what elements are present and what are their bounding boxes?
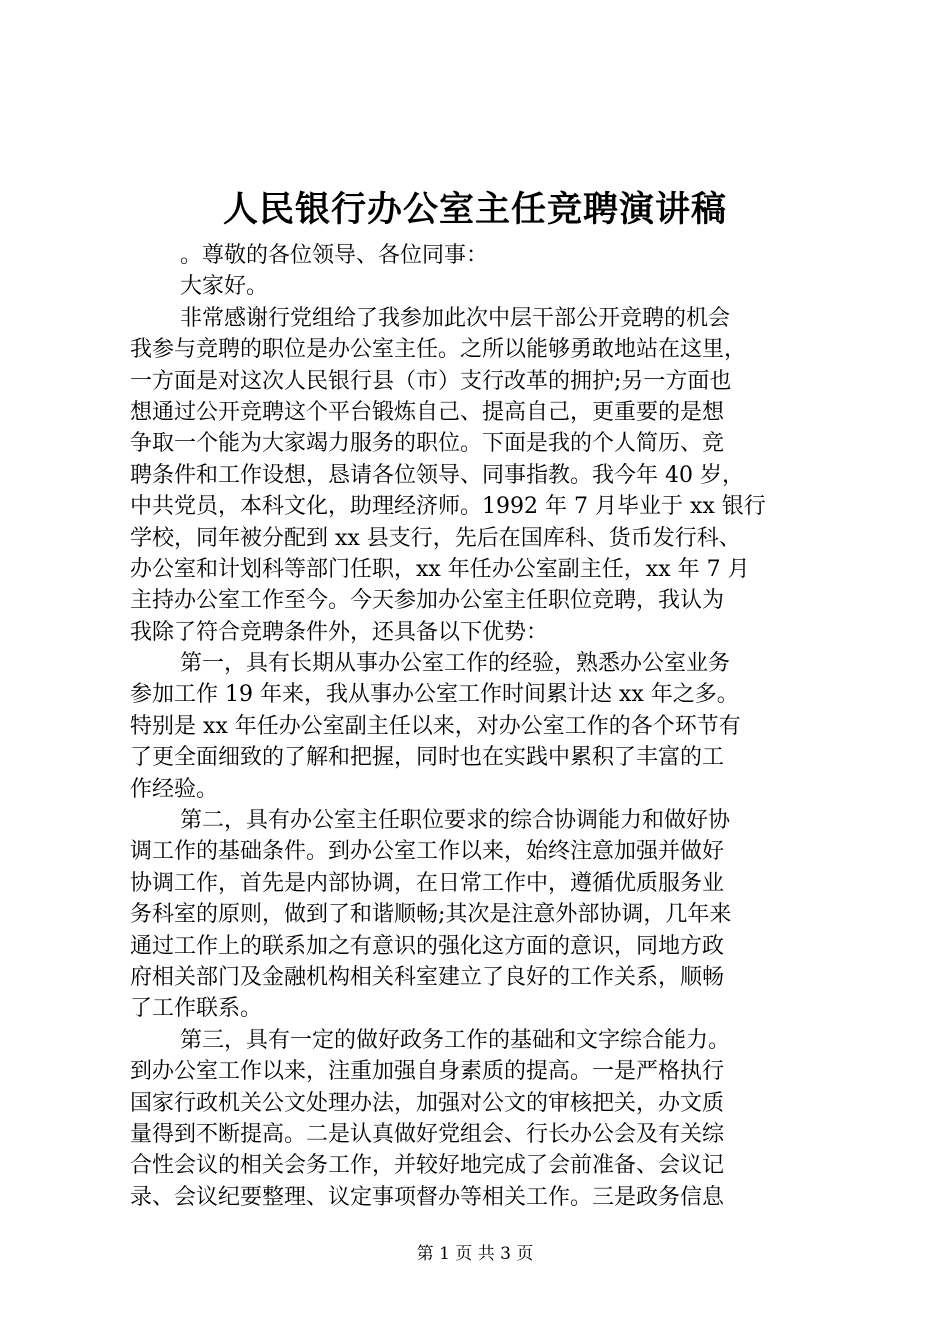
body-line: 非常感谢行党组给了我参加此次中层干部公开竞聘的机会 — [180, 305, 731, 331]
body-line: 录、会议纪要整理、议定事项督办等相关工作。三是政务信息 — [130, 1184, 725, 1210]
body-line: 聘条件和工作设想，恳请各位领导、同事指教。我今年 40 岁， — [130, 462, 744, 488]
body-line: 作经验。 — [130, 776, 219, 802]
body-line: 。尊敬的各位领导、各位同事： — [180, 243, 489, 268]
body-line: 国家行政机关公文处理办法，加强对公文的审核把关，办文质 — [130, 1090, 725, 1116]
body-line: 特别是 xx 年任办公室副主任以来，对办公室工作的各个环节有 — [130, 713, 741, 739]
body-line: 通过工作上的联系加之有意识的强化这方面的意识，同地方政 — [130, 933, 725, 959]
body-line: 第三，具有一定的做好政务工作的基础和文字综合能力。 — [180, 1027, 731, 1053]
body-line: 学校，同年被分配到 xx 县支行，先后在国库科、货币发行科、 — [130, 525, 741, 551]
body-line: 参加工作 19 年来，我从事办公室工作时间累计达 xx 年之多。 — [130, 682, 739, 708]
body-line: 我除了符合竞聘条件外，还具备以下优势： — [130, 619, 549, 645]
body-line: 主持办公室工作至今。今天参加办公室主任职位竞聘，我认为 — [130, 588, 725, 614]
body-line: 大家好。 — [180, 274, 269, 300]
body-line: 了更全面细致的了解和把握，同时也在实践中累积了丰富的工 — [130, 745, 725, 771]
body-line: 量得到不断提高。二是认真做好党组会、行长办公会及有关综 — [130, 1121, 725, 1147]
body-line: 务科室的原则，做到了和谐顺畅;其次是注意外部协调，几年来 — [130, 902, 732, 928]
body-line: 到办公室工作以来，注重加强自身素质的提高。一是严格执行 — [130, 1059, 725, 1085]
body-line: 一方面是对这次人民银行县（市）支行改革的拥护;另一方面也 — [130, 368, 732, 394]
body-line: 府相关部门及金融机构相关科室建立了良好的工作关系，顺畅 — [130, 964, 725, 990]
document-title: 人民银行办公室主任竞聘演讲稿 — [222, 189, 727, 230]
body-line: 协调工作，首先是内部协调，在日常工作中，遵循优质服务业 — [130, 870, 725, 896]
body-line: 了工作联系。 — [130, 996, 263, 1022]
body-line: 合性会议的相关会务工作，并较好地完成了会前准备、会议记 — [130, 1153, 725, 1179]
body-line: 想通过公开竞聘这个平台锻炼自己、提高自己，更重要的是想 — [130, 399, 725, 425]
page-footer: 第 1 页 共 3 页 — [416, 1244, 534, 1264]
body-line: 调工作的基础条件。到办公室工作以来，始终注意加强并做好 — [130, 839, 725, 865]
document-body — [130, 240, 830, 1213]
body-line: 争取一个能为大家竭力服务的职位。下面是我的个人简历、竞 — [130, 431, 725, 457]
body-line: 第一，具有长期从事办公室工作的经验，熟悉办公室业务 — [180, 651, 731, 677]
body-line: 第二，具有办公室主任职位要求的综合协调能力和做好协 — [180, 808, 731, 834]
body-line: 中共党员，本科文化，助理经济师。1992 年 7 月毕业于 xx 银行 — [130, 494, 766, 520]
body-line: 办公室和计划科等部门任职，xx 年任办公室副主任，xx 年 7 月 — [130, 556, 750, 582]
body-line: 我参与竞聘的职位是办公室主任。之所以能够勇敢地站在这里， — [130, 337, 747, 363]
